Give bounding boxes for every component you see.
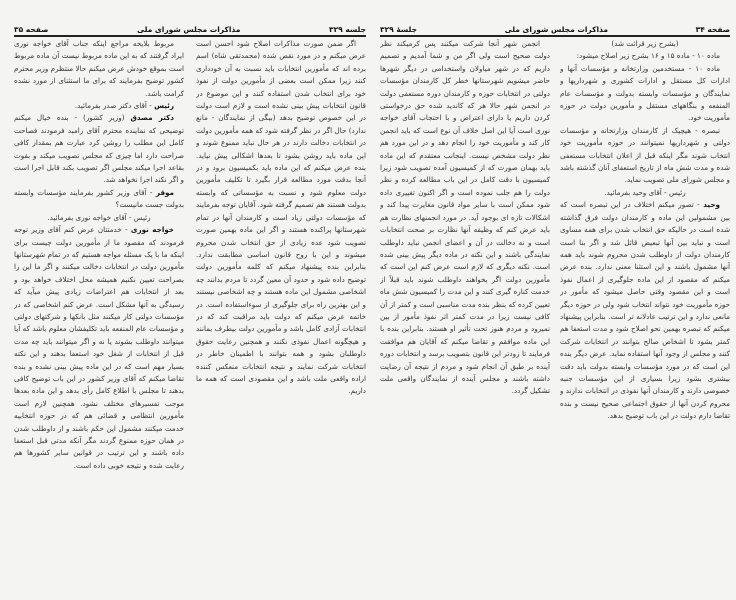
publication-title: مذاکرات مجلس شورای ملی [137,25,241,34]
speaker-paragraph [14,187,184,212]
speaker-name: موقر [155,187,174,197]
speaker-paragraph [14,224,184,472]
speaker-name: دکتر مصدق [130,113,174,123]
paragraph: تبصره - هیچیک از کارمندان وزارتخانه و مؤسسات دولتی و شهرداریها نمیتوانند در حوزه مأموریت خود انتخاب شوند مگر اینکه قبل از اعلان انتخابات مستعفی شده و مدت شش ماه از تاریخ استعفای آنان گذشته باشد و مجلس شورای ملی تصویب نماید. [560,125,730,185]
centered-line: رئیس - آقای وحید بفرمائید. [604,187,686,197]
speech-text: (وزیر کشور) - بنده خیال میکنم توضیحی که نماینده محترم آقای رامبد فرمودند فصاحت کامل این مطلب را روشن کرد عبارت هم بمقدار کافی صراحت دارد اما چیزی که مجلس تصویب میکند و بقوت بقاعد اجرا میکند مجلس اگر تصویب بکند قابل اجرا است و اگر نکند اجرا نخواهد شد. [14,113,184,185]
session-number: جلسه ۳۲۹ [329,25,366,34]
speaker-name: وحید [703,200,720,210]
page-number: صفحه ۳۵ [14,25,49,34]
paragraph: ماده ۱۰ - مستخدمین وزارتخانه و مؤسسات آنها و ادارات کل مستقل و ادارات کشوری و شهرداریها و نمایندگان و مؤسسات وابسته بدولت و مؤسسات عام المنفعه و بنگاههای مستقل و مأمورین دولت در حوزه مأموریت خود. [560,63,730,123]
speaker-paragraph [560,199,730,422]
text-column-left [380,38,550,596]
paragraph: اگر ضمن صورت مذاکرات اصلاح شود احسن است عرض میکنم و در مورد نقص شده (محمدتقی شاه) اسم برده اند که مأمورین انتخابات باید نسبت به آن خودداری کنند زیرا ممکن است بعضی از مأمورین دولت از نفوذ خود برای انتخاب شدن استفاده کنند و این موضوع در قانون انتخابات پیش بینی نشده است و لازم است دولت در این خصوص توضیح بدهد (بیگی از نمایندگان - مانع ندارد) حال اگر در نظر گرفته شود که همه مأمورین دولت در انتخابات دخالت دارند در هر حال نباید ممنوع شوند و این ماده باید روشن بشود تا بعدها اشکالی پیش نیاید. بنده عرض میکنم که این ماده باید بکمیسیون برود و در آنجا بدقت مورد مطالعه قرار بگیرد تا تکلیف مأمورین دولت معلوم شود و نسبت به مؤسساتی که وابسته بدولت هستند هم تصمیم گرفته شود. آقایان توجه بفرمایند که مؤسسات دولتی زیاد است و کارمندان آنها در تمام شهرستانها پراکنده هستند و اگر این ماده بهمین صورت تصویب شود عده زیادی از حق انتخاب شدن محروم میشوند و این با روح قانون اساسی مطابقت ندارد. بنابراین بنده پیشنهاد میکنم که کلمه مأمورین دولت توضیح داده شود و حدود آن معین گردد تا مردم بدانند چه اشخاصی مشمول این ماده هستند و چه اشخاصی نیستند و این بهترین راه برای جلوگیری از سوءاستفاده است. در خاتمه عرض میکنم که دولت باید مراقبت کند که در انتخابات آزادی کامل باشد و مأمورین دولت بیطرف بمانند و هیچگونه اعمال نفوذی نکنند و همچنین رعایت حقوق داوطلبان بشود و همه بتوانند با اطمینان خاطر در انتخابات شرکت نمایند و نتیجه انتخابات منعکس کننده اراده واقعی ملت باشد و این مقصودی است که همه ما داریم. [196,39,366,396]
centered-line: رئیس - آقای خواجه نوری بفرمائید. [47,212,151,222]
right-page [380,0,730,600]
speaker-paragraph [14,112,184,186]
centered-line: (بشرح زیر قرائت شد) [611,39,679,48]
speech-text: - آقای دکتر صدر بفرمائید. [74,101,155,111]
paragraph: مربوط بلایحه مراجع اینکه جناب آقای خواجه نوری ایراد گرفتند که به این ماده مربوط نیست آن ماده مربوط است بموقع خودش عرض میکنم حالا منتظرم وزیر محترم کشور توضیح بفرمایند که برای ما استثنای از مورد نشده کرامت باشد. [14,39,184,98]
publication-title: مذاکرات مجلس شورای ملی [504,25,608,34]
speech-text: - خدمتتان عرض کنم آقای وزیر توجه فرمودند که مقصود ما از مأمورین دولت چیست برای اینکه ما با یک مسئله مواجه هستیم که در تمام شهرستانها مأمورین دولت در انتخابات دخالت میکنند و اگر ما این را بصراحت تعیین نکنیم همیشه محل اختلاف خواهد بود و بعد از انتخابات هم اعتراضات زیادی پیش میآید که رسیدگی به آنها مشکل است. عرض کنم اشخاصی که در مؤسسات دولتی کار میکنند مثل بانکها و شرکتهای دولتی و مؤسسات عام المنفعه باید تکلیفشان معلوم باشد که آیا میتوانند داوطلب بشوند یا نه و اگر میتوانند باید چه مدت قبل از انتخابات از شغل خود استعفا بدهند و این نکته بسیار مهم است که در این ماده پیش بینی نشده و بنده تقاضا میکنم که آقای وزیر کشور در این باب توضیح کافی بدهند تا مجلس با اطلاع کامل رأی بدهد و این ماده بعدها موجب تفسیرهای مختلف نشود. همچنین لازم است مأمورین انتظامی و قضائی هم که در حوزه انتخابیه خدمت میکنند مشمول این حکم باشند و از داوطلب شدن در همان حوزه ممنوع گردند مگر آنکه مدتی قبل استعفا داده باشند و این ترتیب در قوانین سایر کشورها هم رعایت شده و نتیجه خوبی داده است. [14,225,184,470]
speaker-name: رئیس [154,101,174,111]
paragraph: ماده ۱۰ - ماده ۱۵ و ۱۶ بشرح زیر اصلاح میشود: [576,51,720,61]
text-column-right [196,38,366,596]
text-column-left [14,38,184,596]
page-header [14,22,366,37]
paragraph: انجمن شهر آنجا شرکت میکنند پس کرمیکند نظر دولت صحیح است ولی اگر من و شما آمدیم و تصمیم داریم که در شهر میاولان واستخدامی در دیگر شهرها حاضر میشویم شهرستانها خطر کل کارمندان مؤسسات دولتی در انتخابات حوزه و کارمندان دوره مستعفی دولت در انجمن شهر حالا هر که کاندید شده حق درخواستی کردن داریم یا دارای اعتراض و با احتجاب آقای خواجه نوری است آیا این اصل خلاف آن نوع است که باید انجمن کار کند و مأموریت خود را انجام دهد و در این مورد هم نظر دولت مشخص نیست. اینجانب معتقدم که این ماده باید بهمان صورت که از کمیسیون آمده تصویب شود زیرا کمیسیون با دقت کامل در این باب مطالعه کرده و نظر دولت را هم جلب نموده است و اگر اکنون تغییری داده شود ممکن است با سایر مواد قانون مغایرت پیدا کند و اشکالات تازه ای بوجود آید. در مورد انجمنهای نظارت هم باید عرض کنم که وظیفه آنها نظارت بر صحت انتخابات است و نه دخالت در آن و اعضای انجمن نباید داوطلب نمایندگی باشند و این نکته در ماده دیگر پیش بینی شده است. نکته دیگری که لازم است عرض کنم این است که مأمورین دولت اگر بخواهند داوطلب شوند باید قبلاً از خدمت کناره گیری کنند و این مدت را کمیسیون شش ماه تعیین کرده که بنظر بنده مدت مناسبی است و کمتر از آن کافی نیست زیرا در مدت کمتر اثر نفوذ مأمور از بین نمیرود و مردم هنوز تحت تأثیر او هستند. بنابراین بنده با این ماده موافقم و تقاضا میکنم که آقایان هم موافقت فرمایند تا زودتر این قانون بتصویب برسد و انتخابات دوره آینده بر طبق آن انجام شود و مردم از نتیجه آن رضایت داشته باشند و مجلس آینده از نمایندگان واقعی ملت تشکیل گردد. [380,39,550,396]
session-number: جلسهٔ ۳۲۹ [380,25,418,34]
text-column-right [560,38,730,596]
left-page [14,0,366,600]
speech-text: - تصور میکنم اختلاف در این تبصره است که بین مشمولین این ماده و کارمندان دولت فرق گذاشته شده است در حالیکه حق انتخاب شدن برای همه مساوی است و نباید بین آنها تبعیض قائل شد و اگر بنا است کارمندان دولت از داوطلب شدن محروم شوند باید همه آنها مشمول باشند و این استثنا معنی ندارد. بنده عرض میکنم که مقصود از این ماده جلوگیری از اعمال نفوذ است و این مقصود وقتی حاصل میشود که مأمور در حوزه مأموریت خود نتواند انتخاب شود ولی در حوزه دیگر مانعی ندارد و این ترتیب عادلانه تر است. بنابراین پیشنهاد میکنم که تبصره بهمین نحو اصلاح شود و مدت استعفا هم کمتر بشود تا اشخاص صالح بتوانند در انتخابات شرکت کنند و مجلس از وجود آنها استفاده نماید. عرض دیگر بنده این است که در مورد مؤسسات وابسته بدولت باید دقت بیشتری بشود زیرا بسیاری از این مؤسسات جنبه خصوصی دارند و کارمندان آنها نفوذی در انتخابات ندارند و محروم کردن آنها از حقوق اجتماعی صحیح نیست و بنده تقاضا دارم دولت در این باب توضیح بدهد. [560,200,730,421]
speech-text: - آقای وزیر کشور بفرمایند مؤسسات وابسته بدولت جست مانیست؟ [14,187,184,210]
page-header [380,22,730,37]
speaker-name: خواجه نوری [130,225,174,235]
page-number: صفحه ۳۴ [695,25,730,34]
speaker-paragraph [14,100,184,112]
